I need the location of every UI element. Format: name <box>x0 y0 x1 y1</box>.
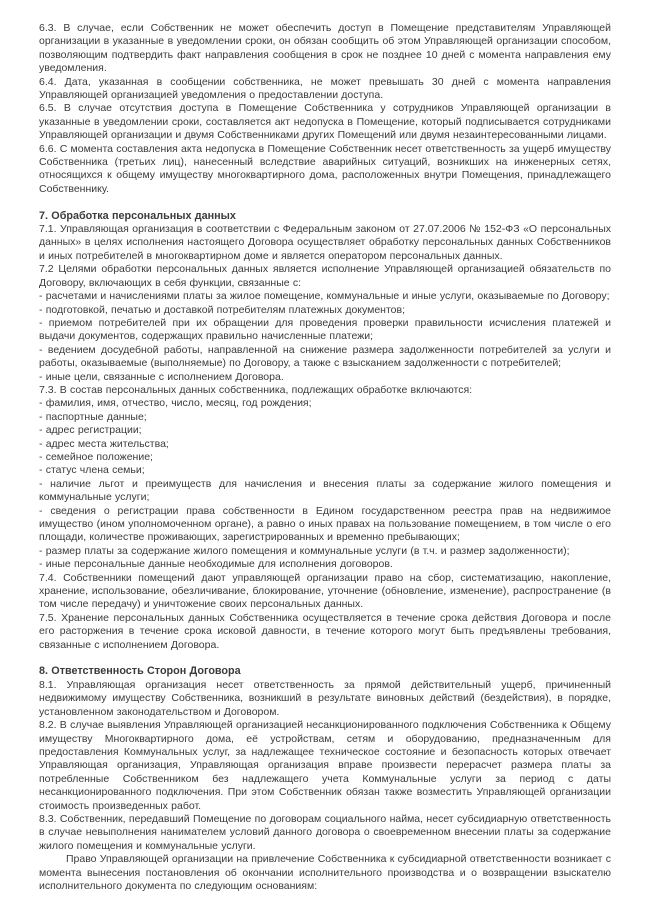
list-item: - адрес места жительства; <box>39 437 169 450</box>
paragraph-spacer <box>39 652 611 665</box>
list-item: - приемом потребителей при их обращении для проведения проверки правильности исчисления платежей и выдачи документов, содержащих правильно начисленные платежи; <box>39 316 611 343</box>
clause-paragraph: 8.1. Управляющая организация несет ответственность за прямой действительный ущерб, причиненный недвижимому имуществу Собственника, возникший в результате виновных действий (бездействия), в порядке, установленном законодательством и Договором. <box>39 678 611 718</box>
clause-paragraph: 7.1. Управляющая организация в соответствии с Федеральным законом от 27.07.2006 № 152-ФЗ «О персональных данных» в целях исполнения настоящего Договора осуществляет обработку персональных данных Собственников и иных потребителей в многоквартирном доме и является оператором персональных данных. <box>39 223 611 262</box>
clause-paragraph: 8.3. Собственник, передавший Помещение по договорам социального найма, несет субсидиарную ответственность в случае невыполнения нанимателем условий данного договора о своевременном внесении платы за содержание жилого помещения и коммунальные услуги. <box>39 812 611 852</box>
clause-paragraph: 6.3. В случае, если Собственник не может обеспечить доступ в Помещение представителям Управляющей организации в указанные в уведомлении сроки, он обязан сообщить об этом Управляющей организации способом, позволяющим подтвердить факт направления сообщения в срок не позднее 10 дней с момента направления ему уведомления. <box>39 22 611 75</box>
paragraph-spacer <box>39 196 611 209</box>
list-item: - наличие льгот и преимуществ для начисления и внесения платы за содержание жилого помещения и коммунальные услуги; <box>39 477 611 504</box>
clause-paragraph: 8.2. В случае выявления Управляющей организацией несанкционированного подключения Собственника к Общему имуществу Многоквартирного дома, её устройствам, сетям и оборудованию, предназначенным для предоставления Коммунальных услуг, за надлежащее техническое состояние и безопасность которых отвечает Управляющая организация, Управляющая организация вправе произвести перерасчет размера платы за потребленные Собственником без надлежащего учета Коммунальные услуги за период с даты несанкционированного подключения. При этом Собственник обязан также возместить Управляющей организации стоимость произведенных работ. <box>39 719 611 812</box>
list-item: - ведением досудебной работы, направленной на снижение размера задолженности потребителей за услуги и работы, оказываемые (выполняемые) по Договору, а также с взысканием задолженности с потребителей; <box>39 343 611 370</box>
list-item: - семейное положение; <box>39 450 153 463</box>
list-item: - иные персональные данные необходимые для исполнения договоров. <box>39 558 393 571</box>
list-item: - статус члена семьи; <box>39 464 145 477</box>
indented-paragraph: Право Управляющей организации на привлечение Собственника к субсидиарной ответственности возникает с момента вынесения постановления об окончании исполнительного производства и о возвращении взыскателю исполнительного документа по следующим основаниям: <box>39 853 611 892</box>
clause-paragraph: 6.5. В случае отсутствия доступа в Помещение Собственника у сотрудников Управляющей организации в указанные в уведомлении сроки, составляется акт недопуска в Помещение, который подписывается сотрудниками Управляющей организации и двумя Собственниками других Помещений или двумя незаинтересованными лицами. <box>39 102 611 142</box>
section-heading: 8. Ответственность Сторон Договора <box>39 665 241 678</box>
document-body <box>39 22 611 893</box>
list-item: - адрес регистрации; <box>39 424 142 437</box>
clause-paragraph: 7.3. В состав персональных данных собственника, подлежащих обработке включаются: <box>39 383 473 396</box>
section-heading: 7. Обработка персональных данных <box>39 209 236 222</box>
clause-paragraph: 7.5. Хранение персональных данных Собственника осуществляется в течение срока действия Договора и после его расторжения в течение срока исковой давности, в течение которого могут быть предъявлены требования, связанные с исполнением Договора. <box>39 611 611 651</box>
list-item: - размер платы за содержание жилого помещения и коммунальные услуги (в т.ч. и размер задолженности); <box>39 544 570 557</box>
list-item: - фамилия, имя, отчество, число, месяц, год рождения; <box>39 397 312 410</box>
list-item: - расчетами и начислениями платы за жилое помещение, коммунальные и иные услуги, оказываемые по Договору; <box>39 290 610 303</box>
clause-paragraph: 6.4. Дата, указанная в сообщении собственника, не может превышать 30 дней с момента направления Управляющей организацией уведомления о предоставлении доступа. <box>39 75 611 102</box>
clause-paragraph: 7.4. Собственники помещений дают управляющей организации право на сбор, систематизацию, накопление, хранение, использование, обезличивание, блокирование, уточнение (обновление, изменение), распространение (в том числе передачу) и уничтожение своих персональных данных. <box>39 571 611 611</box>
list-item: - иные цели, связанные с исполнением Договора. <box>39 370 284 383</box>
list-item: - сведения о регистрации права собственности в Едином государственном реестра прав на недвижимое имущество (ином уполномоченном органе), а равно о иных правах на пользование помещением, в том числе о его площади, количестве проживающих, зарегистрированных и временно пребывающих; <box>39 504 611 544</box>
clause-paragraph: 6.6. С момента составления акта недопуска в Помещение Собственник несет ответственность за ущерб имуществу Собственника (третьих лиц), нанесенный вследствие аварийных ситуаций, возникших на инженерных сетях, относящихся к общему имуществу многоквартирного дома, расположенных внутри Помещения, принадлежащего Собственнику. <box>39 142 611 195</box>
list-item: - паспортные данные; <box>39 410 147 423</box>
clause-paragraph: 7.2 Целями обработки персональных данных является исполнение Управляющей организацией обязательств по Договору, включающих в себя функции, связанные с: <box>39 263 611 289</box>
list-item: - подготовкой, печатью и доставкой потребителям платежных документов; <box>39 303 406 316</box>
